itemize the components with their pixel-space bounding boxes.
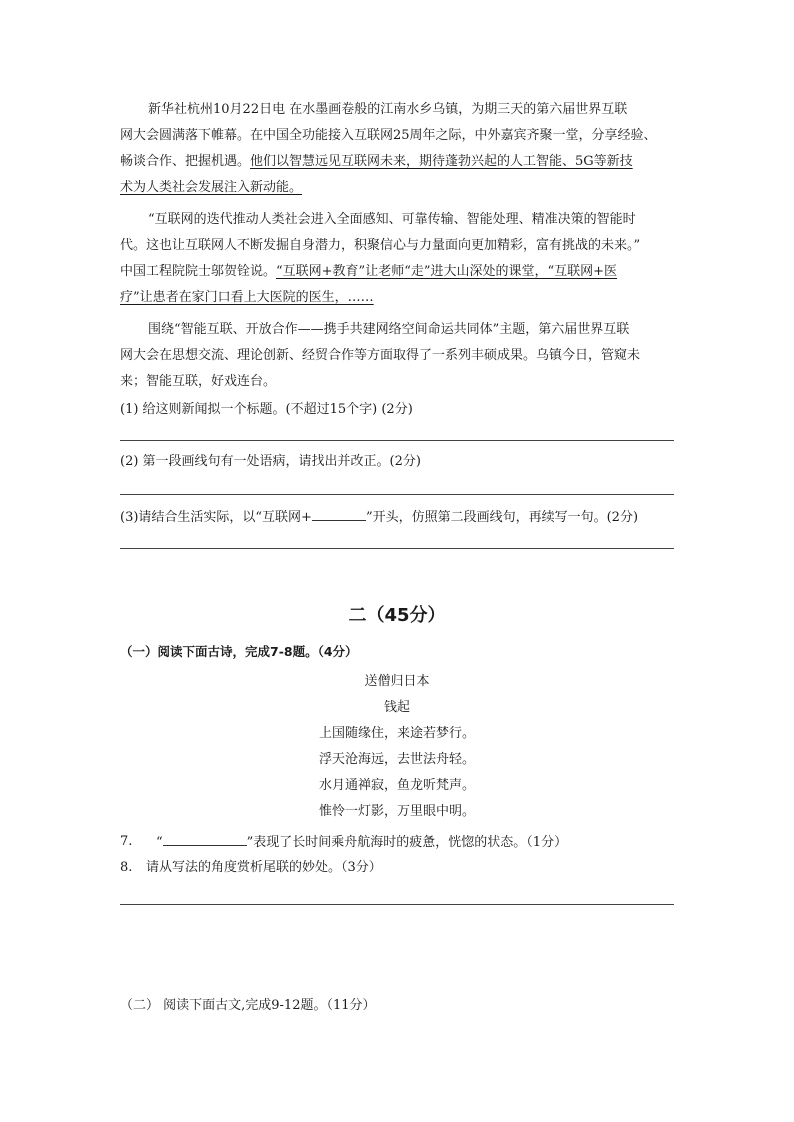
question-7-number: 7. <box>120 834 133 849</box>
underlined-sentence-1b: 术为人类社会发展注入新动能。 <box>120 180 303 195</box>
passage-p2-line3 <box>120 262 617 282</box>
question-8-number: 8. <box>120 860 133 875</box>
question-8: 请从写法的角度赏析尾联的妙处。（3分） <box>146 860 382 875</box>
passage-p3-line3: 来；智能互联，好戏连台。 <box>120 374 277 389</box>
poem-line: 惟怜一灯影，万里眼中明。 <box>318 804 475 819</box>
answer-line-3[interactable] <box>120 548 674 549</box>
poem-line: 上国随缘住，来途若梦行。 <box>318 726 475 741</box>
passage-p1-text: 畅谈合作、把握机遇。 <box>120 154 251 169</box>
passage-p3-line2: 网大会在思想交流、理论创新、经贸合作等方面取得了一系列丰硕成果。乌镇今日，管窥未 <box>120 348 641 363</box>
answer-line-2[interactable] <box>120 494 674 495</box>
passage-p1-line3 <box>120 152 633 172</box>
poem-author: 钱起 <box>383 700 410 715</box>
passage-p2-line1: “互联网的迭代推动人类社会进入全面感知、可靠传输、智能处理、精准决策的智能时 <box>148 212 636 227</box>
underlined-sentence-2b: 疗”让患者在家门口看上大医院的医生，…… <box>120 290 374 305</box>
question-3-prefix: (3)请结合生活实际，以“互联网+ <box>120 510 312 525</box>
poem-line: 浮天沧海远，去世法舟轻。 <box>318 752 475 767</box>
poem-line: 水月通禅寂，鱼龙听梵声。 <box>318 778 475 793</box>
passage-p2-line2: 代。这也让互联网人不断发掘自身潜力，积聚信心与力量面向更加精彩，富有挑战的未来。” <box>120 238 641 253</box>
question-1: (1) 给这则新闻拟一个标题。(不超过15个字) (2分) <box>120 402 413 417</box>
fill-blank-3[interactable] <box>312 507 366 521</box>
underlined-sentence-1a: 他们以智慧远见互联网未来，期待蓬勃兴起的人工智能、5G等新技 <box>250 154 633 169</box>
question-7 <box>156 832 567 853</box>
fill-blank-7[interactable] <box>163 832 247 846</box>
underlined-sentence-2a: “互联网+教育”让老师“走”进大山深处的课堂，“互联网+医 <box>276 264 618 279</box>
part-1-heading: （一）阅读下面古诗，完成7-8题。（4分） <box>120 644 358 659</box>
passage-p1-line2: 网大会圆满落下帷幕。在中国全功能接入互联网25周年之际，中外嘉宾齐聚一堂，分享经验、 <box>120 128 657 143</box>
poem-title: 送僧归日本 <box>364 674 430 689</box>
section-title: 二（45分） <box>348 605 446 626</box>
part-2-heading: （二） 阅读下面古文,完成9-12题。（11分） <box>120 998 376 1013</box>
answer-line-1[interactable] <box>120 440 674 441</box>
question-2: (2) 第一段画线句有一处语病，请找出并改正。(2分) <box>120 454 421 469</box>
passage-p3-line1: 围绕“智能互联、开放合作——携手共建网络空间命运共同体”主题，第六届世界互联 <box>148 322 630 337</box>
passage-p2-text: 中国工程院院士邬贺铨说。 <box>120 264 277 279</box>
question-7-open-quote: “ <box>156 835 163 850</box>
question-3-suffix: ”开头，仿照第二段画线句，再续写一句。(2分) <box>365 510 639 525</box>
passage-p1-line1: 新华社杭州10月22日电 在水墨画卷般的江南水乡乌镇，为期三天的第六届世界互联 <box>148 102 628 117</box>
question-7-text: ”表现了长时间乘舟航海时的疲惫，恍惚的状态。（1分） <box>246 835 568 850</box>
answer-line-8[interactable] <box>120 904 674 905</box>
question-3 <box>120 507 638 528</box>
